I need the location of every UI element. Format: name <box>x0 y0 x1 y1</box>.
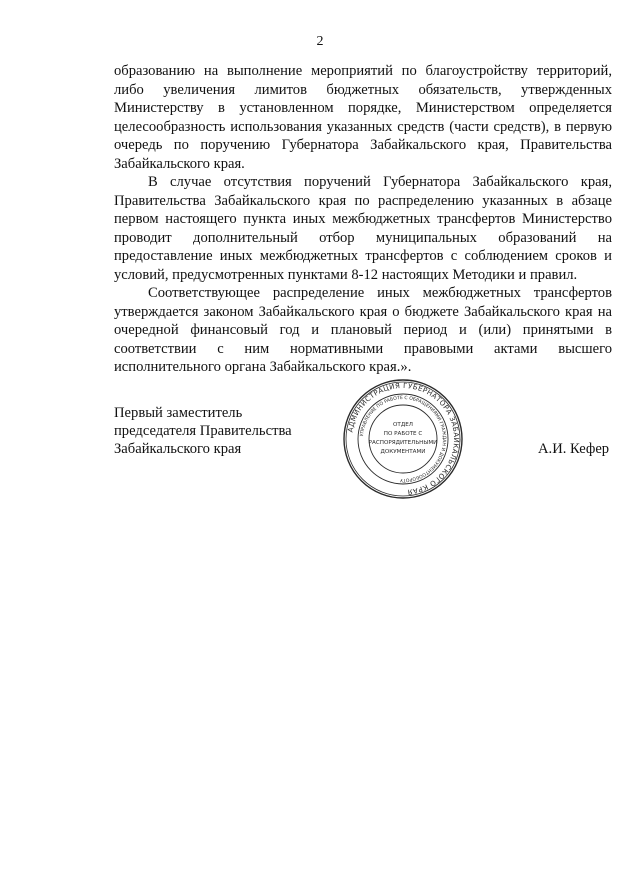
signatory-name: А.И. Кефер <box>538 441 610 457</box>
paragraph-2: В случае отсутствия поручений Губернатора Забайкальского края, Правительства Забайкальского края по распределению указанных в абзаце первом настоящего пункта иных межбюджетных трансфертов Министерство проводит дополнительный отбор муниципальных образований на предоставление иных межбюджетных трансфертов с соблюдением сроков и условий, предусмотренных пунктами 8-12 настоящих Методики и правил. <box>114 174 612 283</box>
page-number: 2 <box>316 34 324 49</box>
signatory-position-line-2: председателя Правительства <box>114 423 292 439</box>
stamp-outer-text: АДМИНИСТРАЦИЯ ГУБЕРНАТОРА ЗАБАЙКАЛЬСКОГО КРАЯ <box>346 381 461 496</box>
document-body <box>114 62 612 377</box>
signatory-position-line-3: Забайкальского края <box>114 441 242 457</box>
stamp-center-line-4: ДОКУМЕНТАМИ <box>380 449 426 455</box>
stamp-center-line-1: ОТДЕЛ <box>393 422 413 428</box>
paragraph-3: Соответствующее распределение иных межбюджетных трансфертов утверждается законом Забайкальского края о бюджете Забайкальского края на очередной финансовый год и плановый период и (или) принятыми в соответствии с ним нормативными правовыми актами высшего исполнительного органа Забайкальского края.». <box>114 285 612 375</box>
stamp-center-line-2: ПО РАБОТЕ С <box>383 431 423 437</box>
stamp-inner-text: УПРАВЛЕНИЕ ПО РАБОТЕ С ОБРАЩЕНИЯМИ ГРАЖДАН И ДОКУМЕНТООБОРОТУ <box>360 395 447 483</box>
signatory-position-line-1: Первый заместитель <box>114 405 243 421</box>
svg-text:УПРАВЛЕНИЕ ПО РАБОТЕ С ОБРАЩЕН <box>359 395 447 483</box>
signatory-position <box>114 404 292 458</box>
stamp-seal-icon <box>342 378 464 500</box>
paragraph-1: образованию на выполнение мероприятий по благоустройству территорий, либо увеличения лимитов бюджетных обязательств, утвержденных Министерству в установленном порядке, Министерством определяется целесообразность использования указанных средств (части средств), в первую очередь по поручению Губернатора Забайкальского края, Правительства Забайкальского края. <box>114 63 612 172</box>
stamp-center-line-3: РАСПОРЯДИТЕЛЬНЫМИ <box>368 440 438 446</box>
official-stamp <box>342 378 464 500</box>
